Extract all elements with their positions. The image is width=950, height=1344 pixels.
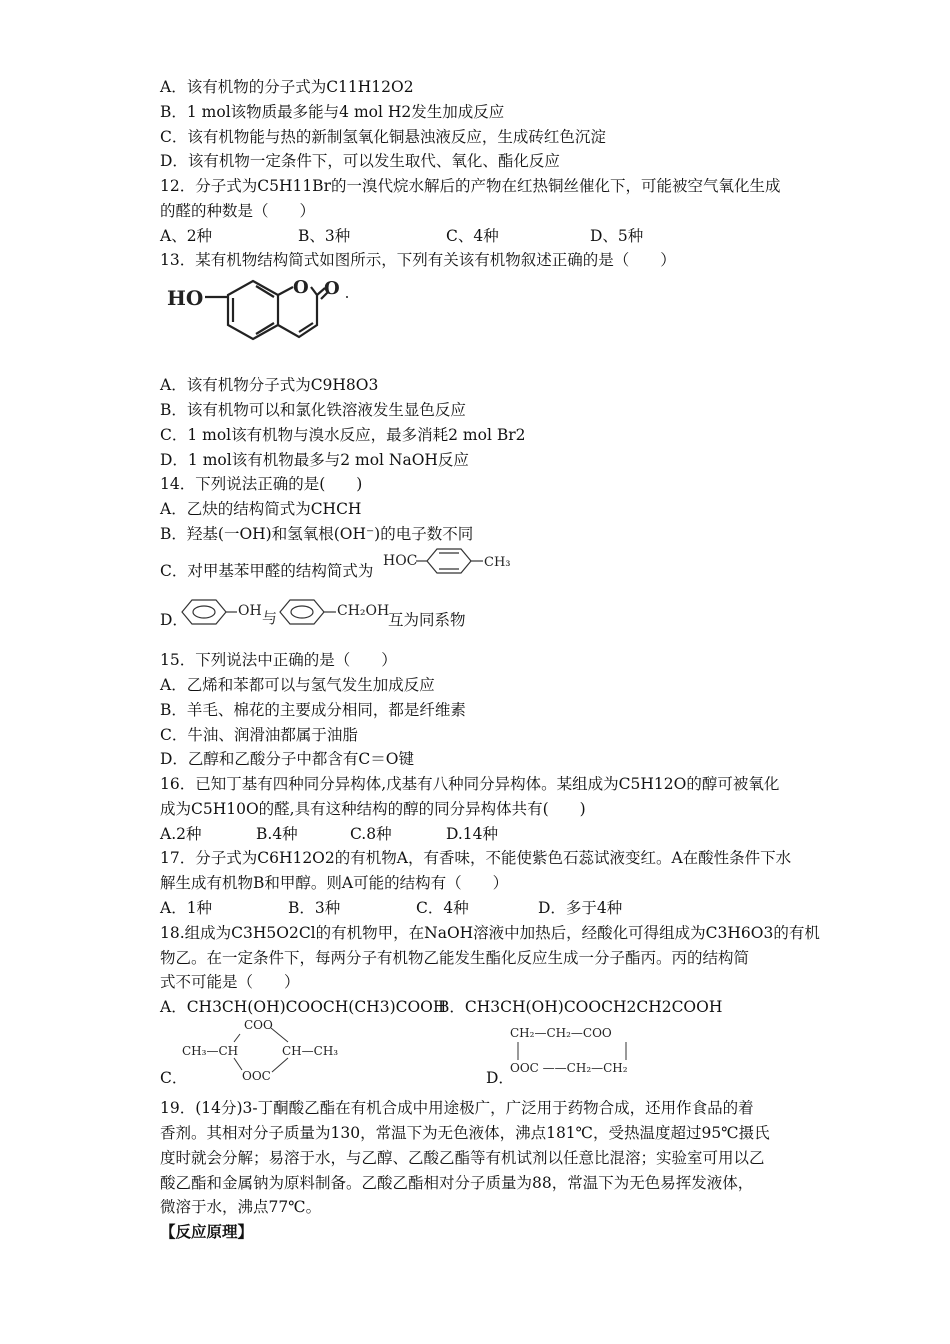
q12-option: A、2种 bbox=[160, 227, 213, 245]
q13-option-d: D．1 mol该有机物最多与2 mol NaOH反应 bbox=[160, 451, 469, 469]
q14-option-a: A．乙炔的结构简式为CHCH bbox=[160, 500, 362, 518]
q12-option: B、3种 bbox=[298, 227, 351, 245]
q15-option-c: C．牛油、润滑油都属于油脂 bbox=[160, 726, 358, 744]
q14-fig-ch3: CH₃ bbox=[484, 555, 511, 570]
q13-option-c: C．1 mol该有机物与溴水反应，最多消耗2 mol Br2 bbox=[160, 426, 526, 444]
q19-para-line5: 微溶于水，沸点77℃。 bbox=[160, 1198, 322, 1216]
q19-para-line2: 香剂。其相对分子质量为130，常温下为无色液体，沸点181℃，受热温度超过95℃摄氏 bbox=[160, 1124, 770, 1142]
q18-stem-line1: 18.组成为C3H5O2Cl的有机物甲，在NaOH溶液中加热后，经酸化可得组成为C3H6O3的有机 bbox=[160, 924, 820, 942]
q18-option-d-structure bbox=[508, 1024, 658, 1080]
q15-option-a: A．乙烯和苯都可以与氢气发生加成反应 bbox=[160, 676, 435, 694]
q13-stem: 13．某有机物结构简式如图所示，下列有关该有机物叙述正确的是（ ） bbox=[160, 251, 676, 269]
q15-option-d: D．乙醇和乙酸分子中都含有C＝O键 bbox=[160, 750, 414, 768]
q15-stem: 15．下列说法中正确的是（ ） bbox=[160, 651, 397, 669]
q18-stem-line3: 式不可能是（ ） bbox=[160, 973, 300, 991]
q18-c-ooc: OOC bbox=[242, 1069, 271, 1083]
q17-stem-line1: 17．分子式为C6H12O2的有机物A，有香味，不能使紫色石蕊试液变红。A在酸性条件下水 bbox=[160, 849, 792, 867]
q15-option-b: B．羊毛、棉花的主要成分相同，都是纤维素 bbox=[160, 701, 466, 719]
q13-fig-ring-o: O bbox=[293, 277, 309, 298]
q17-option: A．1种 bbox=[160, 899, 213, 917]
q18-c-left: CH₃—CH bbox=[182, 1044, 239, 1058]
q14-fig-hoc: HOC bbox=[383, 553, 418, 569]
q19-para-line3: 度时就会分解；易溶于水，与乙醇、乙酸乙酯等有机试剂以任意比混溶；实验室可用以乙 bbox=[160, 1149, 765, 1167]
q18-option-a: A．CH3CH(OH)COOCH(CH3)COOH bbox=[160, 998, 447, 1016]
q17-stem-line2: 解生成有机物B和甲醇。则A可能的结构有（ ） bbox=[160, 874, 509, 892]
q16-option: B.4种 bbox=[256, 825, 298, 843]
q12-stem-line2: 的醛的种数是（ ） bbox=[160, 202, 316, 220]
q17-option: B．3种 bbox=[288, 899, 341, 917]
q14-option-d-structures bbox=[180, 596, 390, 630]
q11-option-b: B．1 mol该物质最多能与4 mol H2发生加成反应 bbox=[160, 103, 505, 121]
q11-option-a: A．该有机物的分子式为C11H12O2 bbox=[160, 78, 414, 96]
q16-option: D.14种 bbox=[446, 825, 499, 843]
q17-option: D．多于4种 bbox=[538, 899, 623, 917]
q12-option: D、5种 bbox=[590, 227, 644, 245]
q14-stem: 14．下列说法正确的是( ) bbox=[160, 475, 363, 493]
q18-stem-line2: 物乙。在一定条件下，每两分子有机物乙能发生酯化反应生成一分子酯丙。丙的结构简 bbox=[160, 949, 750, 967]
q18-option-c-structure bbox=[178, 1016, 358, 1088]
q14-option-b: B．羟基(一OH)和氢氧根(OH⁻)的电子数不同 bbox=[160, 525, 474, 543]
q13-option-a: A．该有机物分子式为C9H8O3 bbox=[160, 376, 379, 394]
q18-c-right: CH—CH₃ bbox=[282, 1044, 339, 1058]
q14-option-c-structure bbox=[383, 545, 518, 581]
q16-option: A.2种 bbox=[160, 825, 202, 843]
q19-para-line1: 19．(14分)3-丁酮酸乙酯在有机合成中用途极广，广泛用于药物合成，还用作食品的着 bbox=[160, 1099, 754, 1117]
q13-fig-ho: HO bbox=[167, 286, 204, 310]
q13-option-b: B．该有机物可以和氯化铁溶液发生显色反应 bbox=[160, 401, 466, 419]
q18-option-d-label: D． bbox=[486, 1069, 514, 1087]
q14-option-d-suffix: 互为同系物 bbox=[388, 611, 466, 629]
q16-option: C.8种 bbox=[350, 825, 392, 843]
q11-option-c: C．该有机物能与热的新制氢氧化铜悬浊液反应，生成砖红色沉淀 bbox=[160, 128, 606, 146]
q18-option-c-label: C． bbox=[160, 1069, 188, 1087]
q14-fig-ch2oh: CH₂OH bbox=[337, 603, 390, 619]
q16-stem-line1: 16．已知丁基有四种同分异构体,戊基有八种同分异构体。某组成为C5H12O的醇可被氧化 bbox=[160, 775, 780, 793]
q14-fig-and: 与 bbox=[262, 609, 278, 627]
q14-fig-oh: OH bbox=[238, 603, 262, 619]
q17-option: C．4种 bbox=[416, 899, 469, 917]
q12-stem-line1: 12．分子式为C5H11Br的一溴代烷水解后的产物在红热铜丝催化下，可能被空气氧化生成 bbox=[160, 177, 781, 195]
q16-stem-line2: 成为C5H10O的醛,具有这种结构的醇的同分异构体共有( ) bbox=[160, 800, 586, 818]
q19-para-line4: 酸乙酯和金属钠为原料制备。乙酸乙酯相对分子质量为88，常温下为无色易挥发液体， bbox=[160, 1174, 754, 1192]
q18-c-coo: COO bbox=[244, 1018, 273, 1032]
q14-option-c-text: C．对甲基苯甲醛的结构简式为 bbox=[160, 562, 374, 580]
q12-option: C、4种 bbox=[446, 227, 499, 245]
q11-option-d: D．该有机物一定条件下，可以发生取代、氧化、酯化反应 bbox=[160, 152, 560, 170]
q19-section-heading: 【反应原理】 bbox=[160, 1222, 254, 1241]
q18-d-top: CH₂—CH₂—COO bbox=[510, 1026, 612, 1040]
q18-option-b: B．CH3CH(OH)COOCH2CH2COOH bbox=[438, 998, 723, 1016]
q13-structure-diagram bbox=[165, 275, 365, 370]
q13-fig-carbonyl-o: O bbox=[324, 278, 340, 299]
q14-option-d-label: D． bbox=[160, 611, 188, 629]
q18-d-bottom: OOC ——CH₂—CH₂ bbox=[510, 1061, 628, 1075]
